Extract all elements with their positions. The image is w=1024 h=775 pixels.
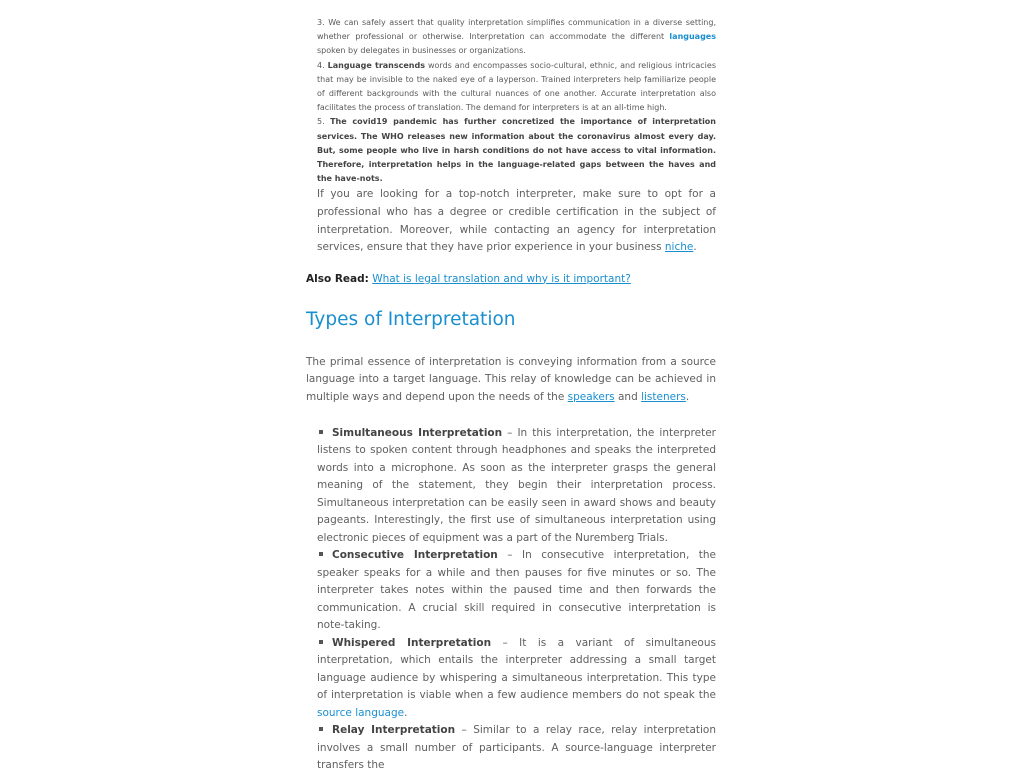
list-item: [317, 59, 716, 116]
advice-paragraph: [317, 186, 716, 256]
also-read-link[interactable]: What is legal translation and why is it important?: [372, 272, 631, 285]
type-name: Relay Interpretation: [332, 724, 456, 737]
list-text: spoken by delegates in businesses or organizations.: [317, 46, 526, 56]
paragraph-text: and: [617, 391, 638, 403]
type-description: – In this interpretation, the interpreter listens to spoken content through headphones and speaks the interpreted words into a microphone. As soon as the interpreter grasps the general meaning of the statement, they begin their interpretation process. Simultaneous interpretation can be easily seen in award shows and beauty pageants. Interestingly, the first use of simultaneous interpretation using electronic pieces of equipment was a part of the Nuremberg Trials.: [317, 426, 716, 544]
list-bold-text: Language transcends: [327, 60, 425, 70]
type-description: – It is a variant of simultaneous interpretation, which entails the interpreter addressing a small target language audience by whispering a simultaneous interpretation. This type of interpretation is viable when a few audience members do not speak the: [317, 636, 716, 702]
paragraph-text: If you are looking for a top-notch interpreter, make sure to opt for a professional who has a degree or credible certification in the subject of interpretation. Moreover, while contacting an agency for interpretation services, ensure that they have prior experience in your business: [317, 188, 716, 254]
section-heading: Types of Interpretation: [306, 308, 516, 330]
source-language-link[interactable]: source language: [317, 706, 405, 719]
list-item: [317, 115, 716, 186]
punctuation: .: [693, 241, 697, 254]
list-number: 5.: [317, 117, 325, 127]
list-item: [317, 425, 716, 548]
type-name: Simultaneous Interpretation: [332, 426, 503, 439]
list-item: [317, 635, 716, 723]
list-number: 4.: [317, 60, 325, 70]
punctuation: .: [685, 391, 690, 403]
speakers-link[interactable]: speakers: [567, 391, 615, 403]
type-description: – Similar to a relay race, relay interpretation involves a small number of participants. A source-language interpreter transfers the: [317, 724, 717, 772]
list-bold-text: The covid19 pandemic has further concretized the importance of interpretation services. The WHO releases new information about the coronavirus almost every day. But, some people who live in harsh conditions do not have access to vital information. Therefore, interpretation helps in the language-related gaps between the haves and the have-nots.: [317, 117, 716, 184]
punctuation: .: [404, 706, 408, 719]
list-item: [317, 16, 716, 59]
list-text: We can safely assert that quality interpretation simplifies communication in a diverse setting, whether professional or otherwise. Interpretation can accommodate the different: [317, 18, 717, 42]
niche-link[interactable]: niche: [664, 241, 694, 254]
type-description: – In consecutive interpretation, the speaker speaks for a while and then pauses for five minutes or so. The interpreter takes notes within the paused time and then forwards the communication. A crucial skill required in consecutive interpretation is note-taking.: [317, 549, 716, 632]
bullet-icon: [319, 552, 323, 556]
list-text: words and encompasses socio-cultural, ethnic, and religious intricacies that may be invisible to the naked eye of a layperson. Trained interpreters help familiarize people of different backgrounds with the cultural nuances of one another. Accurate interpretation also facilitates the process of translation. The demand for interpreters is at an all-time high.: [317, 60, 716, 113]
bullet-icon: [319, 727, 323, 731]
languages-keyword-link[interactable]: languages: [669, 32, 716, 42]
type-name: Whispered Interpretation: [332, 636, 492, 649]
list-item: [317, 722, 716, 775]
numbered-benefits-list: [317, 16, 716, 186]
list-item: [317, 547, 716, 635]
list-number: 3.: [317, 18, 325, 27]
type-name: Consecutive Interpretation: [332, 549, 498, 562]
listeners-link[interactable]: listeners: [641, 391, 686, 403]
paragraph-text: The primal essence of interpretation is conveying information from a source language into a target language. This relay of knowledge can be achieved in multiple ways and depend upon the needs of the: [306, 355, 716, 403]
interpretation-types-list: [317, 425, 716, 775]
also-read-label: Also Read:: [306, 272, 369, 285]
also-read: [306, 271, 716, 288]
intro-paragraph: [306, 354, 716, 407]
bullet-icon: [319, 430, 323, 434]
bullet-icon: [319, 640, 323, 644]
article-column: [306, 16, 716, 775]
